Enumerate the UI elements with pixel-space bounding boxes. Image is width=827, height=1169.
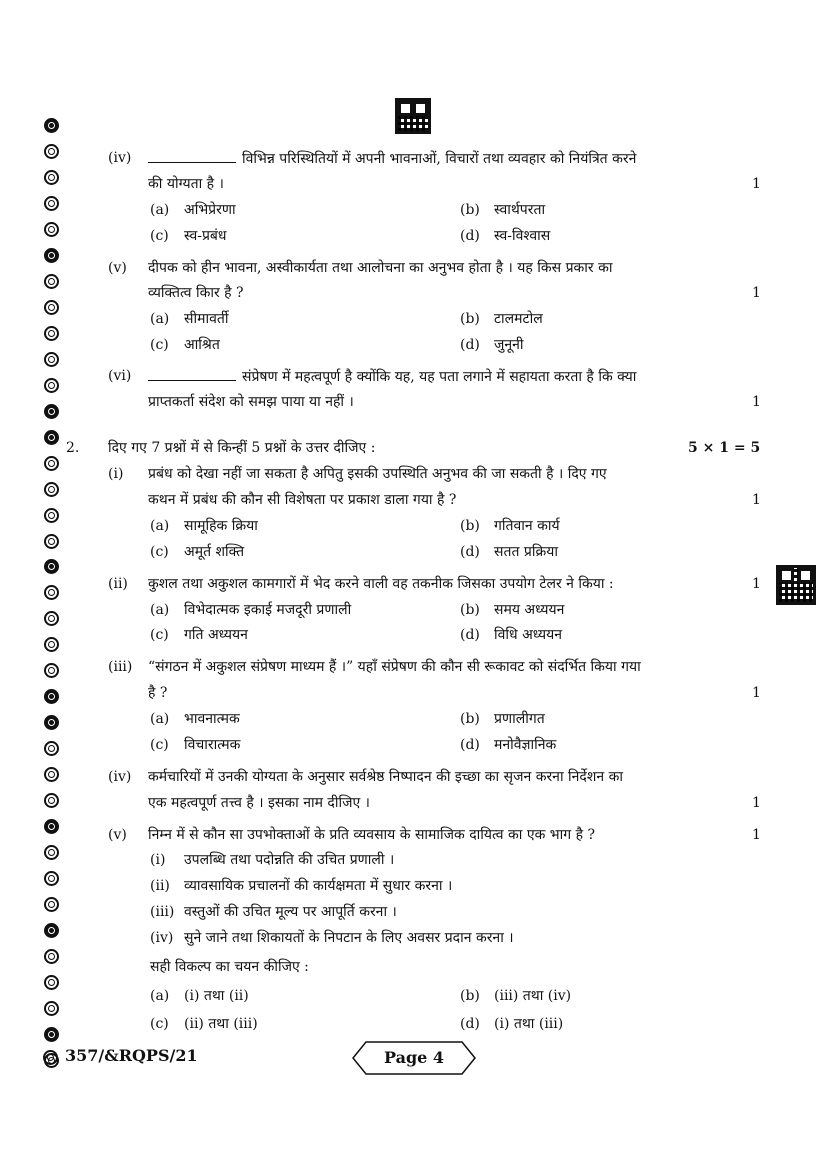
question-marks: 1 xyxy=(752,576,761,592)
margin-circle-icon xyxy=(44,611,59,626)
option-d: (d) जुनूनी xyxy=(460,337,524,353)
question-number: (i) xyxy=(108,466,124,482)
margin-circle-icon xyxy=(44,663,59,678)
margin-circle-icon xyxy=(44,170,59,185)
option-c: (c) विचारात्मक xyxy=(150,737,241,753)
question-number: (ii) xyxy=(108,576,128,592)
margin-circle-icon xyxy=(44,430,59,445)
margin-circle-icon xyxy=(44,767,59,782)
question-marks: 1 xyxy=(752,176,761,192)
question-text: निम्न में से कौन सा उपभोक्ताओं के प्रति व्यवसाय के सामाजिक दायित्व का एक भाग है ? xyxy=(148,827,595,843)
question-marks: 5 × 1 = 5 xyxy=(688,440,761,456)
margin-circle-icon xyxy=(44,326,59,341)
statement-item: (i) उपलब्धि तथा पदोन्नति की उचित प्रणाली । xyxy=(150,852,395,868)
margin-circle-icon xyxy=(44,248,59,263)
margin-circle-icon xyxy=(44,897,59,912)
question-text: कुशल तथा अकुशल कामगारों में भेद करने वाली वह तकनीक जिसका उपयोग टेलर ने किया : xyxy=(148,576,614,592)
margin-circle-icon xyxy=(44,819,59,834)
question-text: व्यक्तित्व किार है ? xyxy=(148,285,244,301)
margin-circle-icon xyxy=(44,1027,59,1042)
margin-circle-icon xyxy=(44,482,59,497)
choose-instruction: सही विकल्प का चयन कीजिए : xyxy=(150,959,309,975)
option-a: (a) (i) तथा (ii) xyxy=(150,988,249,1004)
question-marks: 1 xyxy=(752,827,761,843)
question-number: (v) xyxy=(108,827,127,843)
margin-circle-icon xyxy=(44,1001,59,1016)
option-b: (b) टालमटोल xyxy=(460,311,543,327)
option-c: (c) गति अध्ययन xyxy=(150,627,248,643)
option-a: (a) विभेदात्मक इकाई मजदूरी प्रणाली xyxy=(150,602,352,618)
qr-code-icon xyxy=(776,565,816,605)
margin-circle-icon xyxy=(44,585,59,600)
margin-circle-icon xyxy=(44,118,59,133)
paper-code: 357/&RQPS/21 xyxy=(65,1046,198,1065)
question-marks: 1 xyxy=(752,394,761,410)
statement-item: (iii) वस्तुओं की उचित मूल्य पर आपूर्ति करना । xyxy=(150,904,397,920)
question-text: प्रबंध को देखा नहीं जा सकता है अपितु इसकी उपस्थिति अनुभव की जा सकती है । दिए गए xyxy=(148,466,607,482)
margin-circle-icon xyxy=(44,378,59,393)
margin-circle-icon xyxy=(44,715,59,730)
margin-circle-icon xyxy=(44,534,59,549)
margin-circle-icon xyxy=(44,456,59,471)
question-text: की योग्यता है । xyxy=(148,176,224,192)
margin-circle-icon xyxy=(44,845,59,860)
option-d: (d) सतत प्रक्रिया xyxy=(460,544,558,560)
margin-binding-circles xyxy=(40,118,62,1068)
option-b: (b) (iii) तथा (iv) xyxy=(460,988,572,1004)
margin-circle-icon xyxy=(44,144,59,159)
qr-code-icon xyxy=(395,98,431,134)
question-marks: 1 xyxy=(752,285,761,301)
statement-item: (ii) व्यावसायिक प्रचालनों की कार्यक्षमता में सुधार करना । xyxy=(150,878,453,894)
page-number-box xyxy=(352,1041,476,1075)
question-number: 2. xyxy=(66,440,80,456)
margin-circle-icon xyxy=(44,949,59,964)
option-a: (a) सीमावर्ती xyxy=(150,311,229,327)
option-b: (b) प्रणालीगत xyxy=(460,711,545,727)
question-number: (v) xyxy=(108,260,127,276)
option-c: (c) (ii) तथा (iii) xyxy=(150,1016,258,1032)
question-marks: 1 xyxy=(752,492,761,508)
option-d: (d) विधि अध्ययन xyxy=(460,627,563,643)
margin-circle-icon xyxy=(44,508,59,523)
question-text: “संगठन में अकुशल संप्रेषण माध्यम हैं ।” यहाँ संप्रेषण की कौन सी रूकावट को संदर्भित किया गया xyxy=(148,659,641,675)
answer-blank xyxy=(148,366,236,381)
question-number: (iii) xyxy=(108,659,133,675)
option-c: (c) आश्रित xyxy=(150,337,220,353)
margin-circle-icon xyxy=(44,975,59,990)
question-text: कर्मचारियों में उनकी योग्यता के अनुसार सर्वश्रेष्ठ निष्पादन की इच्छा का सृजन करना निर्देशन का xyxy=(148,769,623,785)
option-c: (c) अमूर्त शक्ति xyxy=(150,544,245,560)
margin-circle-icon xyxy=(44,559,59,574)
question-marks: 1 xyxy=(752,685,761,701)
answer-blank xyxy=(148,148,236,163)
margin-circle-icon xyxy=(44,793,59,808)
option-d: (d) मनोवैज्ञानिक xyxy=(460,737,557,753)
question-marks: 1 xyxy=(752,795,761,811)
question-text: दीपक को हीन भावना, अस्वीकार्यता तथा आलोचना का अनुभव होता है । यह किस प्रकार का xyxy=(148,260,613,276)
margin-circle-icon xyxy=(44,923,59,938)
margin-circle-icon xyxy=(44,222,59,237)
margin-circle-icon xyxy=(44,274,59,289)
option-b: (b) समय अध्ययन xyxy=(460,602,565,618)
question-text: कथन में प्रबंध की कौन सी विशेषता पर प्रकाश डाला गया है ? xyxy=(148,492,457,508)
margin-circle-icon xyxy=(44,637,59,652)
margin-circle-icon xyxy=(44,196,59,211)
margin-circle-icon xyxy=(44,352,59,367)
question-number: (iv) xyxy=(108,150,132,166)
margin-circle-icon xyxy=(44,871,59,886)
question-instruction: दिए गए 7 प्रश्नों में से किन्हीं 5 प्रश्नों के उत्तर दीजिए : xyxy=(108,440,376,456)
option-b: (b) गतिवान कार्य xyxy=(460,518,560,534)
option-c: (c) स्व-प्रबंध xyxy=(150,228,227,244)
option-a: (a) सामूहिक क्रिया xyxy=(150,518,258,534)
option-d: (d) (i) तथा (iii) xyxy=(460,1016,564,1032)
margin-circle-icon xyxy=(43,1050,58,1065)
page-number: Page 4 xyxy=(383,1048,445,1067)
question-text: प्राप्तकर्ता संदेश को समझ पाया या नहीं । xyxy=(148,394,354,410)
margin-circle-icon xyxy=(44,689,59,704)
margin-circle-icon xyxy=(44,404,59,419)
question-text: संप्रेषण में महत्वपूर्ण है क्योंकि यह, यह पता लगाने में सहायता करता है कि क्या xyxy=(148,366,636,387)
option-a: (a) अभिप्रेरणा xyxy=(150,202,236,218)
margin-circle-icon xyxy=(44,741,59,756)
question-text: एक महत्वपूर्ण तत्त्व है । इसका नाम दीजिए । xyxy=(148,795,370,811)
question-text: है ? xyxy=(148,685,168,701)
question-number: (iv) xyxy=(108,769,132,785)
margin-circle-icon xyxy=(44,300,59,315)
option-b: (b) स्वार्थपरता xyxy=(460,202,546,218)
option-a: (a) भावनात्मक xyxy=(150,711,240,727)
question-text: विभिन्न परिस्थितियों में अपनी भावनाओं, विचारों तथा व्यवहार को नियंत्रित करने xyxy=(148,148,636,169)
option-d: (d) स्व-विश्वास xyxy=(460,228,551,244)
question-number: (vi) xyxy=(108,368,132,384)
statement-item: (iv) सुने जाने तथा शिकायतों के निपटान के लिए अवसर प्रदान करना । xyxy=(150,930,514,946)
